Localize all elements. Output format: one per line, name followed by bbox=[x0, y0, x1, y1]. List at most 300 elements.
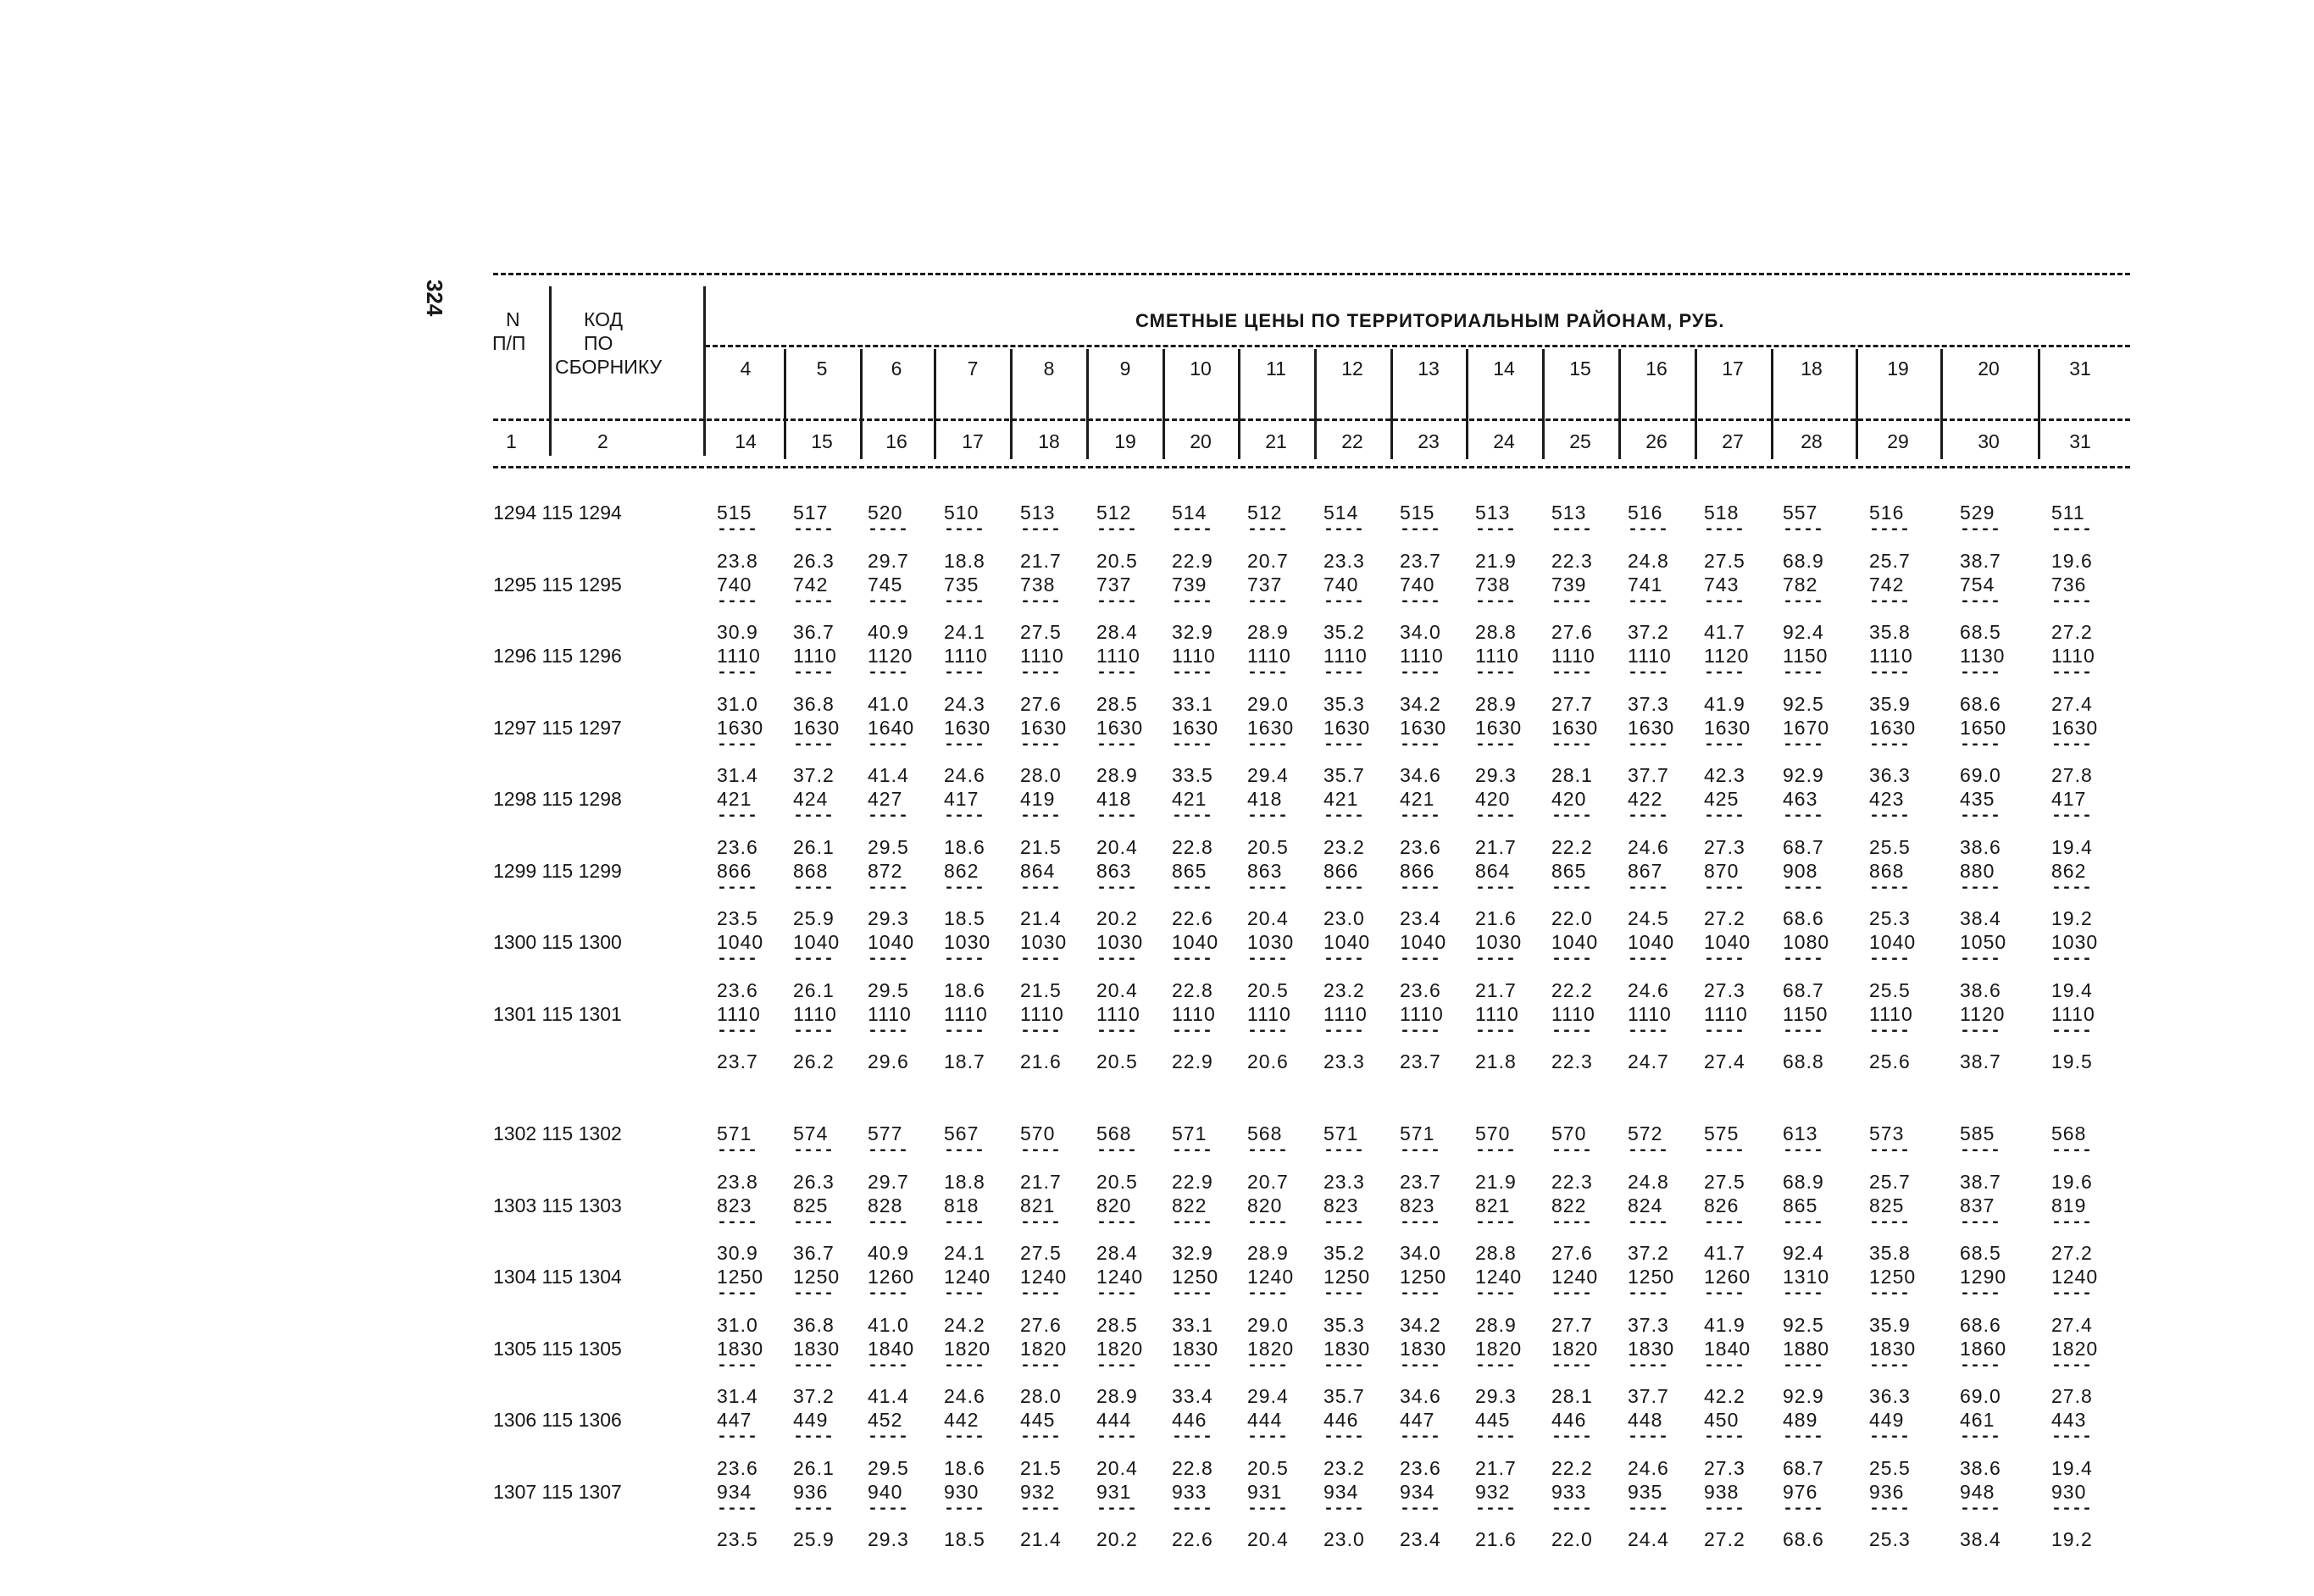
column-number: 15 bbox=[811, 430, 833, 452]
district-number: 14 bbox=[1493, 357, 1515, 380]
district-column-separator bbox=[2038, 349, 2040, 459]
per-unit-value: 18.5 bbox=[944, 907, 985, 929]
per-unit-value: 35.2 bbox=[1323, 621, 1365, 643]
per-unit-value: 28.1 bbox=[1551, 1385, 1593, 1407]
district-column-separator bbox=[1010, 349, 1013, 459]
price-value: 1820 bbox=[1551, 1337, 1599, 1360]
fraction-dash: ---- bbox=[1247, 1355, 1289, 1376]
price-value: 745 bbox=[868, 573, 903, 596]
row-code: 1305 115 1305 bbox=[493, 1337, 622, 1360]
price-value: 463 bbox=[1783, 788, 1818, 810]
price-value: 1880 bbox=[1783, 1337, 1830, 1360]
price-value: 737 bbox=[1096, 573, 1132, 596]
fraction-dash: ---- bbox=[1400, 1427, 1441, 1447]
price-value: 1250 bbox=[1869, 1266, 1917, 1288]
column-number: 28 bbox=[1801, 430, 1823, 452]
price-value: 1830 bbox=[717, 1337, 764, 1360]
fraction-dash: ---- bbox=[1783, 520, 1824, 540]
fraction-dash: ---- bbox=[1628, 1021, 1669, 1041]
per-unit-value: 27.4 bbox=[1704, 1050, 1745, 1072]
per-unit-value: 31.0 bbox=[717, 1313, 758, 1336]
fraction-dash: ---- bbox=[1960, 1499, 2001, 1519]
price-value: 1040 bbox=[1551, 931, 1599, 953]
fraction-dash: ---- bbox=[1172, 1284, 1213, 1304]
price-value: 821 bbox=[1020, 1194, 1056, 1216]
column-number: 14 bbox=[735, 430, 757, 452]
per-unit-value: 23.0 bbox=[1323, 907, 1365, 929]
price-value: 446 bbox=[1172, 1409, 1207, 1431]
price-value: 1240 bbox=[1247, 1266, 1295, 1288]
per-unit-value: 23.2 bbox=[1323, 835, 1365, 858]
per-unit-value: 38.6 bbox=[1960, 1456, 2001, 1479]
header-mid-rule bbox=[705, 345, 2130, 347]
fraction-dash: ---- bbox=[1628, 1284, 1669, 1304]
price-value: 1110 bbox=[1020, 1002, 1064, 1025]
per-unit-value: 25.3 bbox=[1869, 907, 1911, 929]
fraction-dash: ---- bbox=[1869, 520, 1911, 540]
price-value: 737 bbox=[1247, 573, 1283, 596]
row-code: 1307 115 1307 bbox=[493, 1480, 622, 1503]
fraction-dash: ---- bbox=[1247, 1284, 1289, 1304]
fraction-dash: ---- bbox=[793, 950, 835, 969]
price-value: 427 bbox=[868, 788, 903, 810]
per-unit-value: 29.5 bbox=[868, 1456, 909, 1479]
fraction-dash: ---- bbox=[1096, 1212, 1138, 1233]
per-unit-value: 28.1 bbox=[1551, 764, 1593, 786]
price-value: 1120 bbox=[1704, 645, 1750, 667]
per-unit-value: 23.7 bbox=[1400, 549, 1441, 572]
fraction-dash: ---- bbox=[1172, 663, 1213, 683]
fraction-dash: ---- bbox=[868, 1284, 909, 1304]
fraction-dash: ---- bbox=[793, 520, 835, 540]
price-value: 418 bbox=[1247, 788, 1283, 810]
per-unit-value: 22.6 bbox=[1172, 907, 1213, 929]
price-value: 577 bbox=[868, 1122, 903, 1144]
per-unit-value: 23.6 bbox=[717, 978, 758, 1001]
fraction-dash: ---- bbox=[944, 734, 985, 755]
fraction-dash: ---- bbox=[793, 1141, 835, 1161]
per-unit-value: 68.5 bbox=[1960, 1242, 2001, 1264]
price-value: 446 bbox=[1551, 1409, 1587, 1431]
fraction-dash: ---- bbox=[1551, 1141, 1593, 1161]
fraction-dash: ---- bbox=[1869, 1355, 1911, 1376]
fraction-dash: ---- bbox=[868, 1499, 909, 1519]
per-unit-value: 28.9 bbox=[1096, 764, 1138, 786]
per-unit-value: 23.3 bbox=[1323, 1050, 1365, 1072]
per-unit-value: 29.5 bbox=[868, 835, 909, 858]
per-unit-value: 34.2 bbox=[1400, 1313, 1441, 1336]
price-value: 1630 bbox=[1247, 716, 1295, 739]
per-unit-value: 31.0 bbox=[717, 692, 758, 715]
per-unit-value: 29.3 bbox=[1475, 1385, 1517, 1407]
per-unit-value: 28.4 bbox=[1096, 1242, 1138, 1264]
price-value: 510 bbox=[944, 502, 979, 524]
price-value: 449 bbox=[793, 1409, 829, 1431]
per-unit-value: 23.2 bbox=[1323, 1456, 1365, 1479]
price-value: 1820 bbox=[1096, 1337, 1144, 1360]
price-value: 1110 bbox=[1628, 1002, 1672, 1025]
price-value: 572 bbox=[1628, 1122, 1663, 1144]
fraction-dash: ---- bbox=[1960, 806, 2001, 826]
per-unit-value: 33.1 bbox=[1172, 692, 1213, 715]
fraction-dash: ---- bbox=[1475, 878, 1517, 898]
price-value: 435 bbox=[1960, 788, 1995, 810]
fraction-dash: ---- bbox=[944, 1141, 985, 1161]
price-value: 421 bbox=[717, 788, 752, 810]
fraction-dash: ---- bbox=[1172, 878, 1213, 898]
price-value: 743 bbox=[1704, 573, 1740, 596]
per-unit-value: 35.9 bbox=[1869, 692, 1911, 715]
fraction-dash: ---- bbox=[1323, 1427, 1365, 1447]
per-unit-value: 28.9 bbox=[1247, 621, 1289, 643]
price-value: 568 bbox=[1247, 1122, 1283, 1144]
per-unit-value: 21.7 bbox=[1475, 978, 1517, 1001]
fraction-dash: ---- bbox=[1869, 1284, 1911, 1304]
per-unit-value: 19.6 bbox=[2051, 1170, 2093, 1193]
per-unit-value: 18.5 bbox=[944, 1528, 985, 1550]
price-value: 1110 bbox=[1020, 645, 1064, 667]
price-value: 450 bbox=[1704, 1409, 1740, 1431]
price-value: 418 bbox=[1096, 788, 1132, 810]
price-value: 1150 bbox=[1783, 645, 1828, 667]
price-value: 1040 bbox=[717, 931, 764, 953]
fraction-dash: ---- bbox=[1247, 663, 1289, 683]
price-value: 1250 bbox=[1628, 1266, 1675, 1288]
price-value: 741 bbox=[1628, 573, 1663, 596]
per-unit-value: 36.8 bbox=[793, 692, 835, 715]
per-unit-value: 23.3 bbox=[1323, 549, 1365, 572]
fraction-dash: ---- bbox=[1172, 950, 1213, 969]
fraction-dash: ---- bbox=[1704, 1427, 1745, 1447]
per-unit-value: 28.4 bbox=[1096, 621, 1138, 643]
fraction-dash: ---- bbox=[1869, 878, 1911, 898]
price-value: 976 bbox=[1783, 1480, 1818, 1503]
price-value: 1250 bbox=[1323, 1266, 1371, 1288]
per-unit-value: 20.2 bbox=[1096, 907, 1138, 929]
price-value: 870 bbox=[1704, 859, 1740, 882]
price-value: 863 bbox=[1247, 859, 1283, 882]
per-unit-value: 29.6 bbox=[868, 1050, 909, 1072]
per-unit-value: 27.4 bbox=[2051, 692, 2093, 715]
price-value: 452 bbox=[868, 1409, 903, 1431]
fraction-dash: ---- bbox=[1096, 1355, 1138, 1376]
per-unit-value: 24.1 bbox=[944, 621, 985, 643]
column-number: 20 bbox=[1190, 430, 1212, 452]
per-unit-value: 20.7 bbox=[1247, 549, 1289, 572]
price-value: 571 bbox=[1172, 1122, 1207, 1144]
per-unit-value: 21.4 bbox=[1020, 1528, 1062, 1550]
fraction-dash: ---- bbox=[2051, 591, 2093, 612]
price-value: 823 bbox=[1323, 1194, 1359, 1216]
per-unit-value: 28.5 bbox=[1096, 692, 1138, 715]
price-value: 1110 bbox=[1475, 645, 1519, 667]
price-value: 818 bbox=[944, 1194, 979, 1216]
price-value: 1040 bbox=[1323, 931, 1371, 953]
per-unit-value: 30.9 bbox=[717, 1242, 758, 1264]
price-value: 421 bbox=[1172, 788, 1207, 810]
per-unit-value: 23.7 bbox=[1400, 1170, 1441, 1193]
price-value: 516 bbox=[1628, 502, 1663, 524]
fraction-dash: ---- bbox=[1628, 1427, 1669, 1447]
fraction-dash: ---- bbox=[1020, 663, 1062, 683]
per-unit-value: 18.6 bbox=[944, 978, 985, 1001]
price-value: 445 bbox=[1020, 1409, 1056, 1431]
price-value: 823 bbox=[717, 1194, 752, 1216]
price-value: 1110 bbox=[1172, 1002, 1216, 1025]
price-value: 1640 bbox=[868, 716, 915, 739]
price-value: 863 bbox=[1096, 859, 1132, 882]
per-unit-value: 25.5 bbox=[1869, 835, 1911, 858]
per-unit-value: 24.7 bbox=[1628, 1050, 1669, 1072]
per-unit-value: 41.4 bbox=[868, 764, 909, 786]
fraction-dash: ---- bbox=[1960, 1021, 2001, 1041]
price-value: 422 bbox=[1628, 788, 1663, 810]
price-value: 930 bbox=[2051, 1480, 2087, 1503]
price-value: 1650 bbox=[1960, 716, 2007, 739]
fraction-dash: ---- bbox=[1628, 1499, 1669, 1519]
price-value: 754 bbox=[1960, 573, 1995, 596]
price-value: 824 bbox=[1628, 1194, 1663, 1216]
price-value: 574 bbox=[793, 1122, 829, 1144]
fraction-dash: ---- bbox=[1172, 1355, 1213, 1376]
fraction-dash: ---- bbox=[717, 806, 758, 826]
per-unit-value: 21.7 bbox=[1020, 549, 1062, 572]
price-value: 420 bbox=[1551, 788, 1587, 810]
per-unit-value: 37.3 bbox=[1628, 692, 1669, 715]
per-unit-value: 33.4 bbox=[1172, 1385, 1213, 1407]
fraction-dash: ---- bbox=[1475, 1212, 1517, 1233]
district-number: 17 bbox=[1722, 357, 1744, 380]
district-number: 11 bbox=[1266, 357, 1286, 380]
col-code-header-sub: ПО bbox=[584, 332, 613, 354]
per-unit-value: 35.3 bbox=[1323, 1313, 1365, 1336]
price-value: 1830 bbox=[1172, 1337, 1219, 1360]
fraction-dash: ---- bbox=[1783, 1212, 1824, 1233]
fraction-dash: ---- bbox=[1020, 878, 1062, 898]
fraction-dash: ---- bbox=[1323, 950, 1365, 969]
per-unit-value: 20.5 bbox=[1247, 835, 1289, 858]
fraction-dash: ---- bbox=[1096, 1021, 1138, 1041]
row-code: 1299 115 1299 bbox=[493, 859, 622, 882]
column-number: 27 bbox=[1722, 430, 1744, 452]
price-value: 1630 bbox=[1172, 716, 1219, 739]
column-number: 29 bbox=[1887, 430, 1909, 452]
price-value: 1150 bbox=[1783, 1002, 1828, 1025]
fraction-dash: ---- bbox=[1096, 806, 1138, 826]
fraction-dash: ---- bbox=[1096, 878, 1138, 898]
price-value: 1040 bbox=[868, 931, 915, 953]
per-unit-value: 27.3 bbox=[1704, 835, 1745, 858]
price-value: 740 bbox=[717, 573, 752, 596]
per-unit-value: 21.7 bbox=[1475, 1456, 1517, 1479]
per-unit-value: 18.7 bbox=[944, 1050, 985, 1072]
price-value: 512 bbox=[1096, 502, 1132, 524]
fraction-dash: ---- bbox=[1400, 806, 1441, 826]
price-value: 1630 bbox=[1096, 716, 1144, 739]
col-n-header-sub: П/П bbox=[492, 332, 526, 354]
price-value: 1030 bbox=[2051, 931, 2099, 953]
fraction-dash: ---- bbox=[1400, 1499, 1441, 1519]
price-value: 823 bbox=[1400, 1194, 1435, 1216]
price-value: 1630 bbox=[717, 716, 764, 739]
district-number: 6 bbox=[891, 357, 902, 380]
fraction-dash: ---- bbox=[868, 1355, 909, 1376]
per-unit-value: 22.0 bbox=[1551, 1528, 1593, 1550]
per-unit-value: 92.9 bbox=[1783, 764, 1824, 786]
per-unit-value: 27.3 bbox=[1704, 978, 1745, 1001]
per-unit-value: 37.2 bbox=[793, 1385, 835, 1407]
per-unit-value: 24.8 bbox=[1628, 1170, 1669, 1193]
fraction-dash: ---- bbox=[1096, 1499, 1138, 1519]
per-unit-value: 27.2 bbox=[2051, 1242, 2093, 1264]
price-value: 1110 bbox=[868, 1002, 912, 1025]
fraction-dash: ---- bbox=[1704, 1021, 1745, 1041]
row-code: 1306 115 1306 bbox=[493, 1409, 622, 1431]
fraction-dash: ---- bbox=[1172, 1427, 1213, 1447]
price-value: 568 bbox=[1096, 1122, 1132, 1144]
per-unit-value: 24.4 bbox=[1628, 1528, 1669, 1550]
price-value: 447 bbox=[1400, 1409, 1435, 1431]
fraction-dash: ---- bbox=[1096, 734, 1138, 755]
price-value: 425 bbox=[1704, 788, 1740, 810]
fraction-dash: ---- bbox=[1020, 950, 1062, 969]
per-unit-value: 20.7 bbox=[1247, 1170, 1289, 1193]
price-value: 932 bbox=[1020, 1480, 1056, 1503]
price-value: 513 bbox=[1020, 502, 1056, 524]
price-value: 571 bbox=[1323, 1122, 1359, 1144]
fraction-dash: ---- bbox=[1400, 1284, 1441, 1304]
price-value: 585 bbox=[1960, 1122, 1995, 1144]
per-unit-value: 42.3 bbox=[1704, 764, 1745, 786]
district-number: 7 bbox=[967, 357, 979, 380]
fraction-dash: ---- bbox=[1551, 734, 1593, 755]
fraction-dash: ---- bbox=[1020, 1284, 1062, 1304]
fraction-dash: ---- bbox=[1960, 591, 2001, 612]
price-value: 865 bbox=[1551, 859, 1587, 882]
fraction-dash: ---- bbox=[1960, 663, 2001, 683]
per-unit-value: 37.2 bbox=[1628, 1242, 1669, 1264]
per-unit-value: 38.7 bbox=[1960, 1050, 2001, 1072]
price-value: 1110 bbox=[944, 645, 988, 667]
price-value: 1110 bbox=[1247, 645, 1291, 667]
per-unit-value: 29.3 bbox=[868, 907, 909, 929]
fraction-dash: ---- bbox=[1475, 1499, 1517, 1519]
fraction-dash: ---- bbox=[1475, 950, 1517, 969]
fraction-dash: ---- bbox=[1020, 1427, 1062, 1447]
price-value: 1110 bbox=[1475, 1002, 1519, 1025]
fraction-dash: ---- bbox=[1869, 663, 1911, 683]
fraction-dash: ---- bbox=[2051, 806, 2093, 826]
fraction-dash: ---- bbox=[717, 663, 758, 683]
fraction-dash: ---- bbox=[1551, 950, 1593, 969]
district-number: 15 bbox=[1569, 357, 1591, 380]
per-unit-value: 38.7 bbox=[1960, 549, 2001, 572]
price-value: 735 bbox=[944, 573, 979, 596]
fraction-dash: ---- bbox=[944, 520, 985, 540]
price-value: 1110 bbox=[2051, 1002, 2095, 1025]
fraction-dash: ---- bbox=[1323, 591, 1365, 612]
per-unit-value: 35.7 bbox=[1323, 764, 1365, 786]
fraction-dash: ---- bbox=[2051, 663, 2093, 683]
fraction-dash: ---- bbox=[1020, 520, 1062, 540]
per-unit-value: 29.3 bbox=[868, 1528, 909, 1550]
fraction-dash: ---- bbox=[1323, 1355, 1365, 1376]
fraction-dash: ---- bbox=[868, 878, 909, 898]
header-sub-rule bbox=[493, 418, 2130, 421]
fraction-dash: ---- bbox=[2051, 1284, 2093, 1304]
fraction-dash: ---- bbox=[1323, 734, 1365, 755]
per-unit-value: 21.7 bbox=[1020, 1170, 1062, 1193]
price-value: 872 bbox=[868, 859, 903, 882]
fraction-dash: ---- bbox=[868, 1021, 909, 1041]
price-value: 514 bbox=[1172, 502, 1207, 524]
fraction-dash: ---- bbox=[1323, 663, 1365, 683]
per-unit-value: 28.9 bbox=[1475, 692, 1517, 715]
price-value: 739 bbox=[1172, 573, 1207, 596]
per-unit-value: 68.8 bbox=[1783, 1050, 1824, 1072]
fraction-dash: ---- bbox=[1400, 734, 1441, 755]
fraction-dash: ---- bbox=[1960, 1212, 2001, 1233]
fraction-dash: ---- bbox=[717, 1427, 758, 1447]
fraction-dash: ---- bbox=[1783, 1499, 1824, 1519]
district-number: 19 bbox=[1887, 357, 1909, 380]
per-unit-value: 22.2 bbox=[1551, 978, 1593, 1001]
price-value: 1630 bbox=[1869, 716, 1917, 739]
per-unit-value: 20.5 bbox=[1247, 1456, 1289, 1479]
district-number: 31 bbox=[2069, 357, 2091, 380]
per-unit-value: 36.8 bbox=[793, 1313, 835, 1336]
per-unit-value: 26.3 bbox=[793, 1170, 835, 1193]
price-value: 825 bbox=[793, 1194, 829, 1216]
fraction-dash: ---- bbox=[868, 1427, 909, 1447]
fraction-dash: ---- bbox=[717, 1141, 758, 1161]
price-value: 936 bbox=[1869, 1480, 1905, 1503]
price-value: 1110 bbox=[1551, 645, 1595, 667]
fraction-dash: ---- bbox=[1247, 1021, 1289, 1041]
price-value: 862 bbox=[2051, 859, 2087, 882]
price-value: 1670 bbox=[1783, 716, 1830, 739]
price-value: 1820 bbox=[1475, 1337, 1523, 1360]
per-unit-value: 24.8 bbox=[1628, 549, 1669, 572]
price-value: 866 bbox=[717, 859, 752, 882]
district-number: 8 bbox=[1043, 357, 1055, 380]
per-unit-value: 35.7 bbox=[1323, 1385, 1365, 1407]
per-unit-value: 68.6 bbox=[1783, 1528, 1824, 1550]
fraction-dash: ---- bbox=[1475, 1021, 1517, 1041]
fraction-dash: ---- bbox=[1400, 520, 1441, 540]
per-unit-value: 23.6 bbox=[1400, 978, 1441, 1001]
price-value: 515 bbox=[717, 502, 752, 524]
fraction-dash: ---- bbox=[717, 1021, 758, 1041]
per-unit-value: 33.5 bbox=[1172, 764, 1213, 786]
fraction-dash: ---- bbox=[717, 520, 758, 540]
fraction-dash: ---- bbox=[868, 1212, 909, 1233]
price-value: 1110 bbox=[1323, 1002, 1368, 1025]
fraction-dash: ---- bbox=[1020, 1355, 1062, 1376]
fraction-dash: ---- bbox=[1704, 591, 1745, 612]
price-value: 1040 bbox=[1400, 931, 1447, 953]
fraction-dash: ---- bbox=[1400, 1212, 1441, 1233]
price-value: 1040 bbox=[793, 931, 841, 953]
fraction-dash: ---- bbox=[1400, 950, 1441, 969]
fraction-dash: ---- bbox=[1475, 1427, 1517, 1447]
fraction-dash: ---- bbox=[1475, 1355, 1517, 1376]
price-value: 1110 bbox=[1400, 1002, 1444, 1025]
price-value: 1120 bbox=[1960, 1002, 2006, 1025]
per-unit-value: 68.9 bbox=[1783, 1170, 1824, 1193]
fraction-dash: ---- bbox=[1551, 1355, 1593, 1376]
fraction-dash: ---- bbox=[1704, 950, 1745, 969]
